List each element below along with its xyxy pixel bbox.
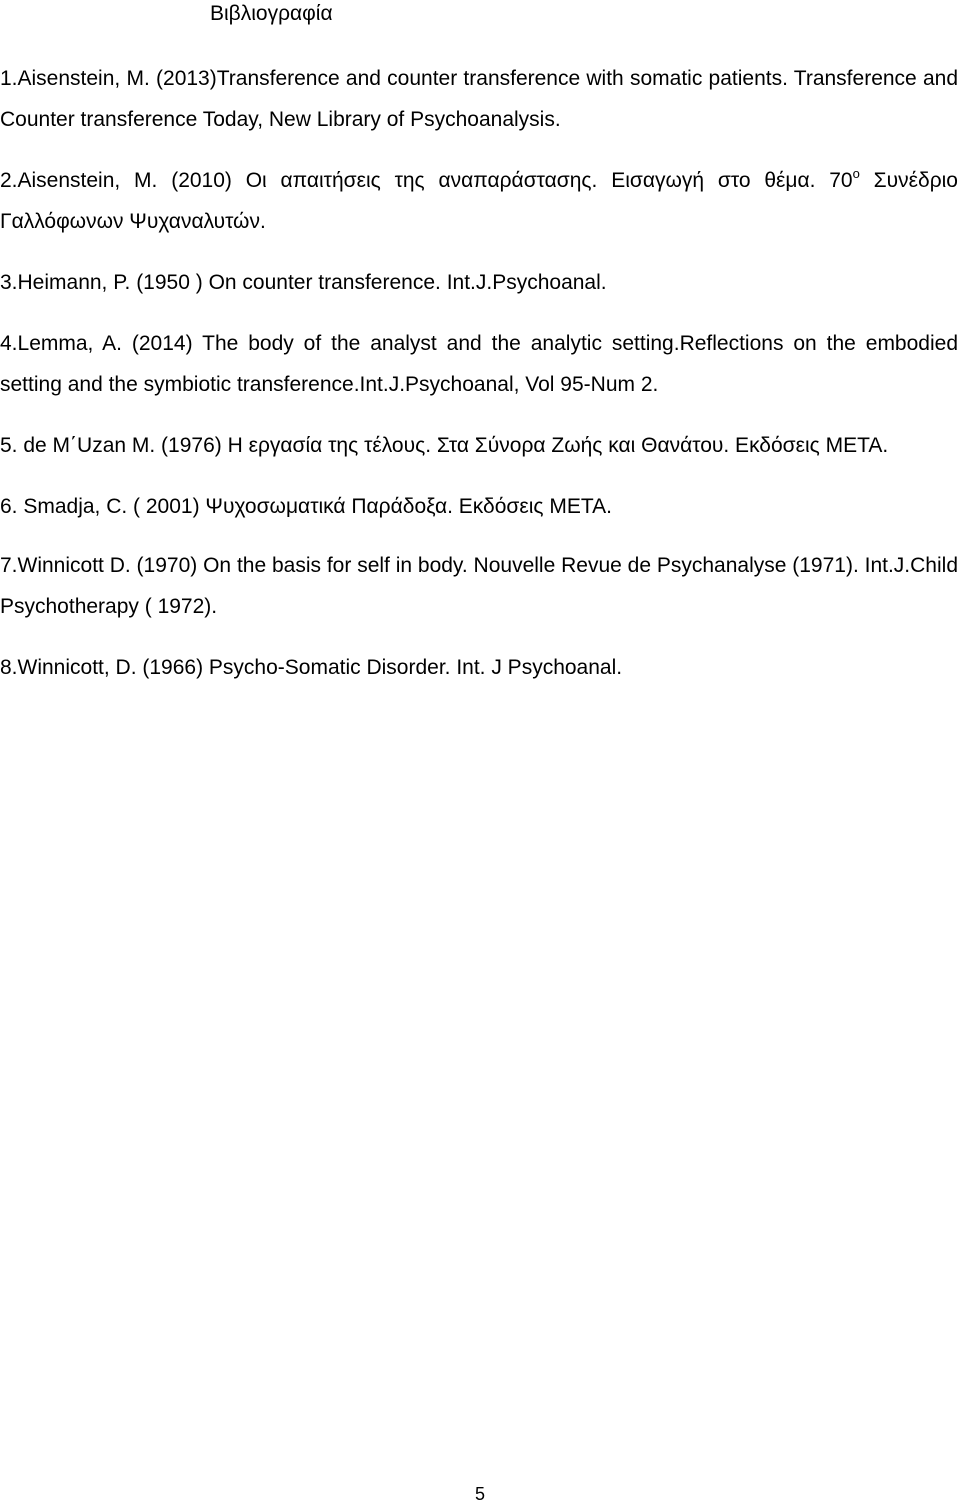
page-number: 5 bbox=[474, 1484, 485, 1504]
page-title: Βιβλιογραφία bbox=[210, 2, 333, 25]
reference-item-8: 8.Winnicott, D. (1966) Psycho-Somatic Disorder. Int. J Psychoanal. bbox=[0, 656, 623, 679]
reference-item-2 bbox=[0, 160, 958, 242]
reference-item-7: 7.Winnicott D. (1970) On the basis for self in body. Nouvelle Revue de Psychanalyse (1971). Int.J.Child Psychotherapy ( 1972). bbox=[0, 554, 958, 618]
reference-item-6: 6. Smadja, C. ( 2001) Ψυχοσωματικά Παράδοξα. Εκδόσεις ΜΕΤΑ. bbox=[0, 495, 612, 518]
ordinal-superscript: ο bbox=[852, 166, 860, 181]
reference-list bbox=[0, 58, 958, 708]
reference-item-4: 4.Lemma, A. (2014) The body of the analyst and the analytic setting.Reflections on the embodied setting and the symbiotic transference.Int.J.Psychoanal, Vol 95-Num 2. bbox=[0, 332, 958, 396]
reference-item-2-text-after: Συνέδριο Γαλλόφωνων Ψυχαναλυτών. bbox=[0, 169, 958, 233]
reference-item-2-text: 2.Aisenstein, M. (2010) Οι απαιτήσεις της αναπαράστασης. Εισαγωγή στο θέμα. 70 bbox=[0, 169, 853, 192]
reference-item-1: 1.Aisenstein, M. (2013)Transference and counter transference with somatic patients. Transference and Counter transference Today, New Library of Psychoanalysis. bbox=[0, 67, 958, 131]
reference-item-3: 3.Heimann, P. (1950 ) On counter transference. Int.J.Psychoanal. bbox=[0, 271, 607, 294]
reference-item-5: 5. de M΄Uzan M. (1976) Η εργασία της τέλους. Στα Σύνορα Ζωής και Θανάτου. Εκδόσεις ΜΕΤΑ. bbox=[0, 434, 889, 457]
